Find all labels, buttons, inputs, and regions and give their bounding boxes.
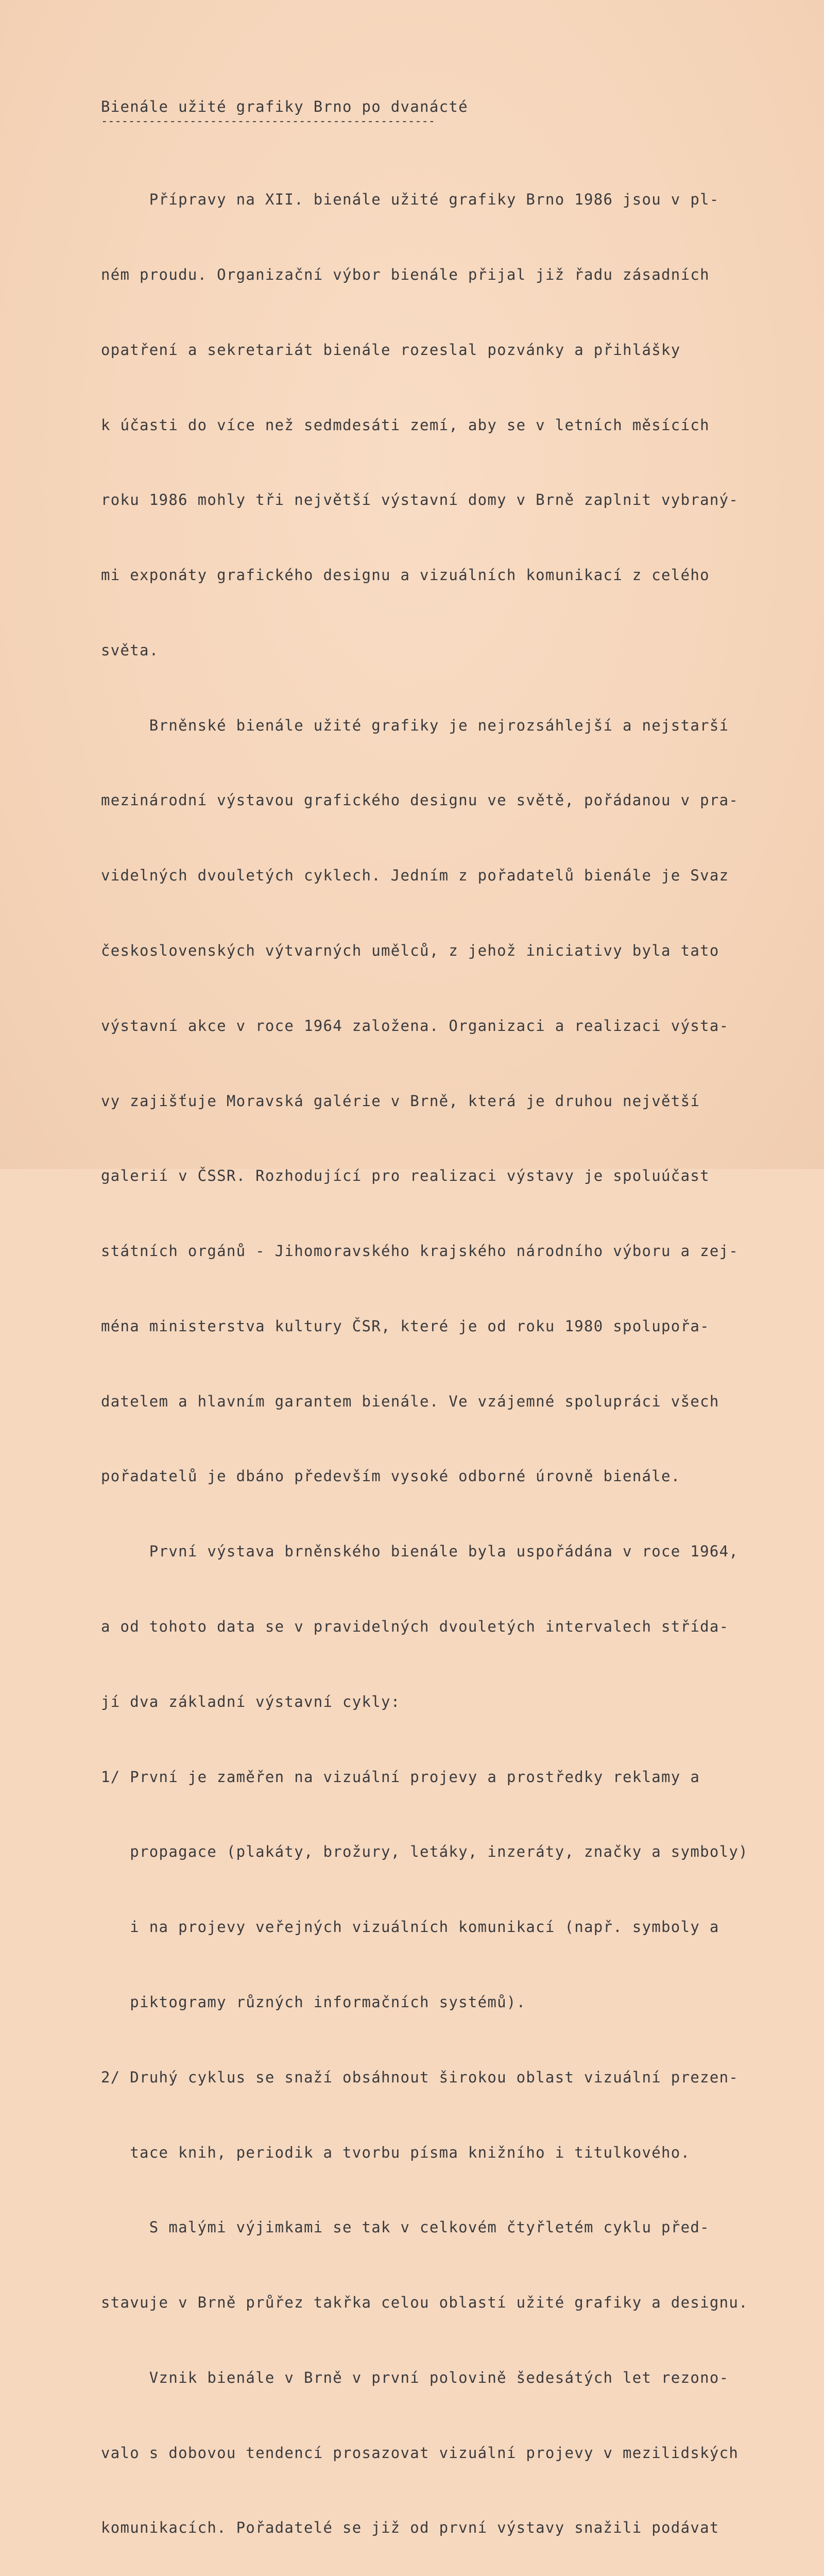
document-title: Bienále užité grafiky Brno po dvanácté [101, 98, 468, 115]
text-line: videlných dvouletých cyklech. Jedním z pořadatelů bienále je Svaz [101, 867, 729, 885]
list-item-1-line: 1/ První je zaměřen na vizuální projevy a prostředky reklamy a [101, 1768, 700, 1786]
text-line: Vznik bienále v Brně v první polovině šedesátých let rezono- [101, 2368, 729, 2386]
text-line: Přípravy na XII. bienále užité grafiky Brno 1986 jsou v pl- [101, 191, 719, 209]
text-line: S malými výjimkami se tak v celkovém čtyřletém cyklu před- [101, 2218, 710, 2236]
text-line: vy zajišťuje Moravská galérie v Brně, která je druhou největší [101, 1092, 700, 1110]
text-line: výstavní akce v roce 1964 založena. Organizaci a realizaci výsta- [101, 1016, 729, 1035]
text-line: mi exponáty grafického designu a vizuálních komunikací z celého [101, 566, 710, 584]
text-line: datelem a hlavním garantem bienále. Ve vzájemné spolupráci všech [101, 1392, 719, 1410]
text-line: k účasti do více než sedmdesáti zemí, aby se v letních měsících [101, 416, 710, 434]
text-line: státních orgánů - Jihomoravského krajského národního výboru a zej- [101, 1242, 739, 1260]
document-body [101, 137, 748, 2576]
text-line: a od tohoto data se v pravidelných dvouletých intervalech střída- [101, 1618, 729, 1636]
list-item-1-line: propagace (plakáty, brožury, letáky, inzeráty, značky a symboly) [101, 1843, 748, 1861]
text-line: roku 1986 mohly tři největší výstavní domy v Brně zaplnit vybraný- [101, 491, 739, 509]
text-line: ném proudu. Organizační výbor bienále přijal již řadu zásadních [101, 265, 710, 283]
title-underline: ------------------------------------------------- [101, 115, 436, 128]
text-line: Brněnské bienále užité grafiky je nejrozsáhlejší a nejstarší [101, 716, 729, 734]
list-item-1-line: piktogramy různých informačních systémů). [101, 1993, 526, 2011]
list-item-2-line: 2/ Druhý cyklus se snaží obsáhnout širokou oblast vizuální prezen- [101, 2068, 739, 2086]
text-line: jí dva základní výstavní cykly: [101, 1692, 401, 1710]
text-line: ména ministerstva kultury ČSR, které je od roku 1980 spolupořa- [101, 1317, 710, 1335]
list-item-1-line: i na projevy veřejných vizuálních komunikací (např. symboly a [101, 1918, 719, 1936]
text-line: pořadatelů je dbáno především vysoké odborné úrovně bienále. [101, 1467, 681, 1485]
text-line: komunikacích. Pořadatelé se již od první výstavy snažili podávat [101, 2519, 719, 2537]
text-line: stavuje v Brně průřez takřka celou oblastí užité grafiky a designu. [101, 2294, 748, 2312]
text-line: První výstava brněnského bienále byla uspořádána v roce 1964, [101, 1543, 739, 1561]
text-line: opatření a sekretariát bienále rozeslal pozvánky a přihlášky [101, 341, 681, 359]
text-line: galerií v ČSSR. Rozhodující pro realizaci výstavy je spoluúčast [101, 1167, 710, 1185]
text-line: československých výtvarných umělců, z jehož iniciativy byla tato [101, 942, 719, 959]
text-line: valo s dobovou tendencí prosazovat vizuální projevy v mezilidských [101, 2444, 739, 2462]
list-item-2-line: tace knih, periodik a tvorbu písma knižního i titulkového. [101, 2143, 691, 2161]
text-line: mezinárodní výstavou grafického designu ve světě, pořádanou v pra- [101, 791, 739, 809]
text-line: světa. [101, 641, 159, 659]
